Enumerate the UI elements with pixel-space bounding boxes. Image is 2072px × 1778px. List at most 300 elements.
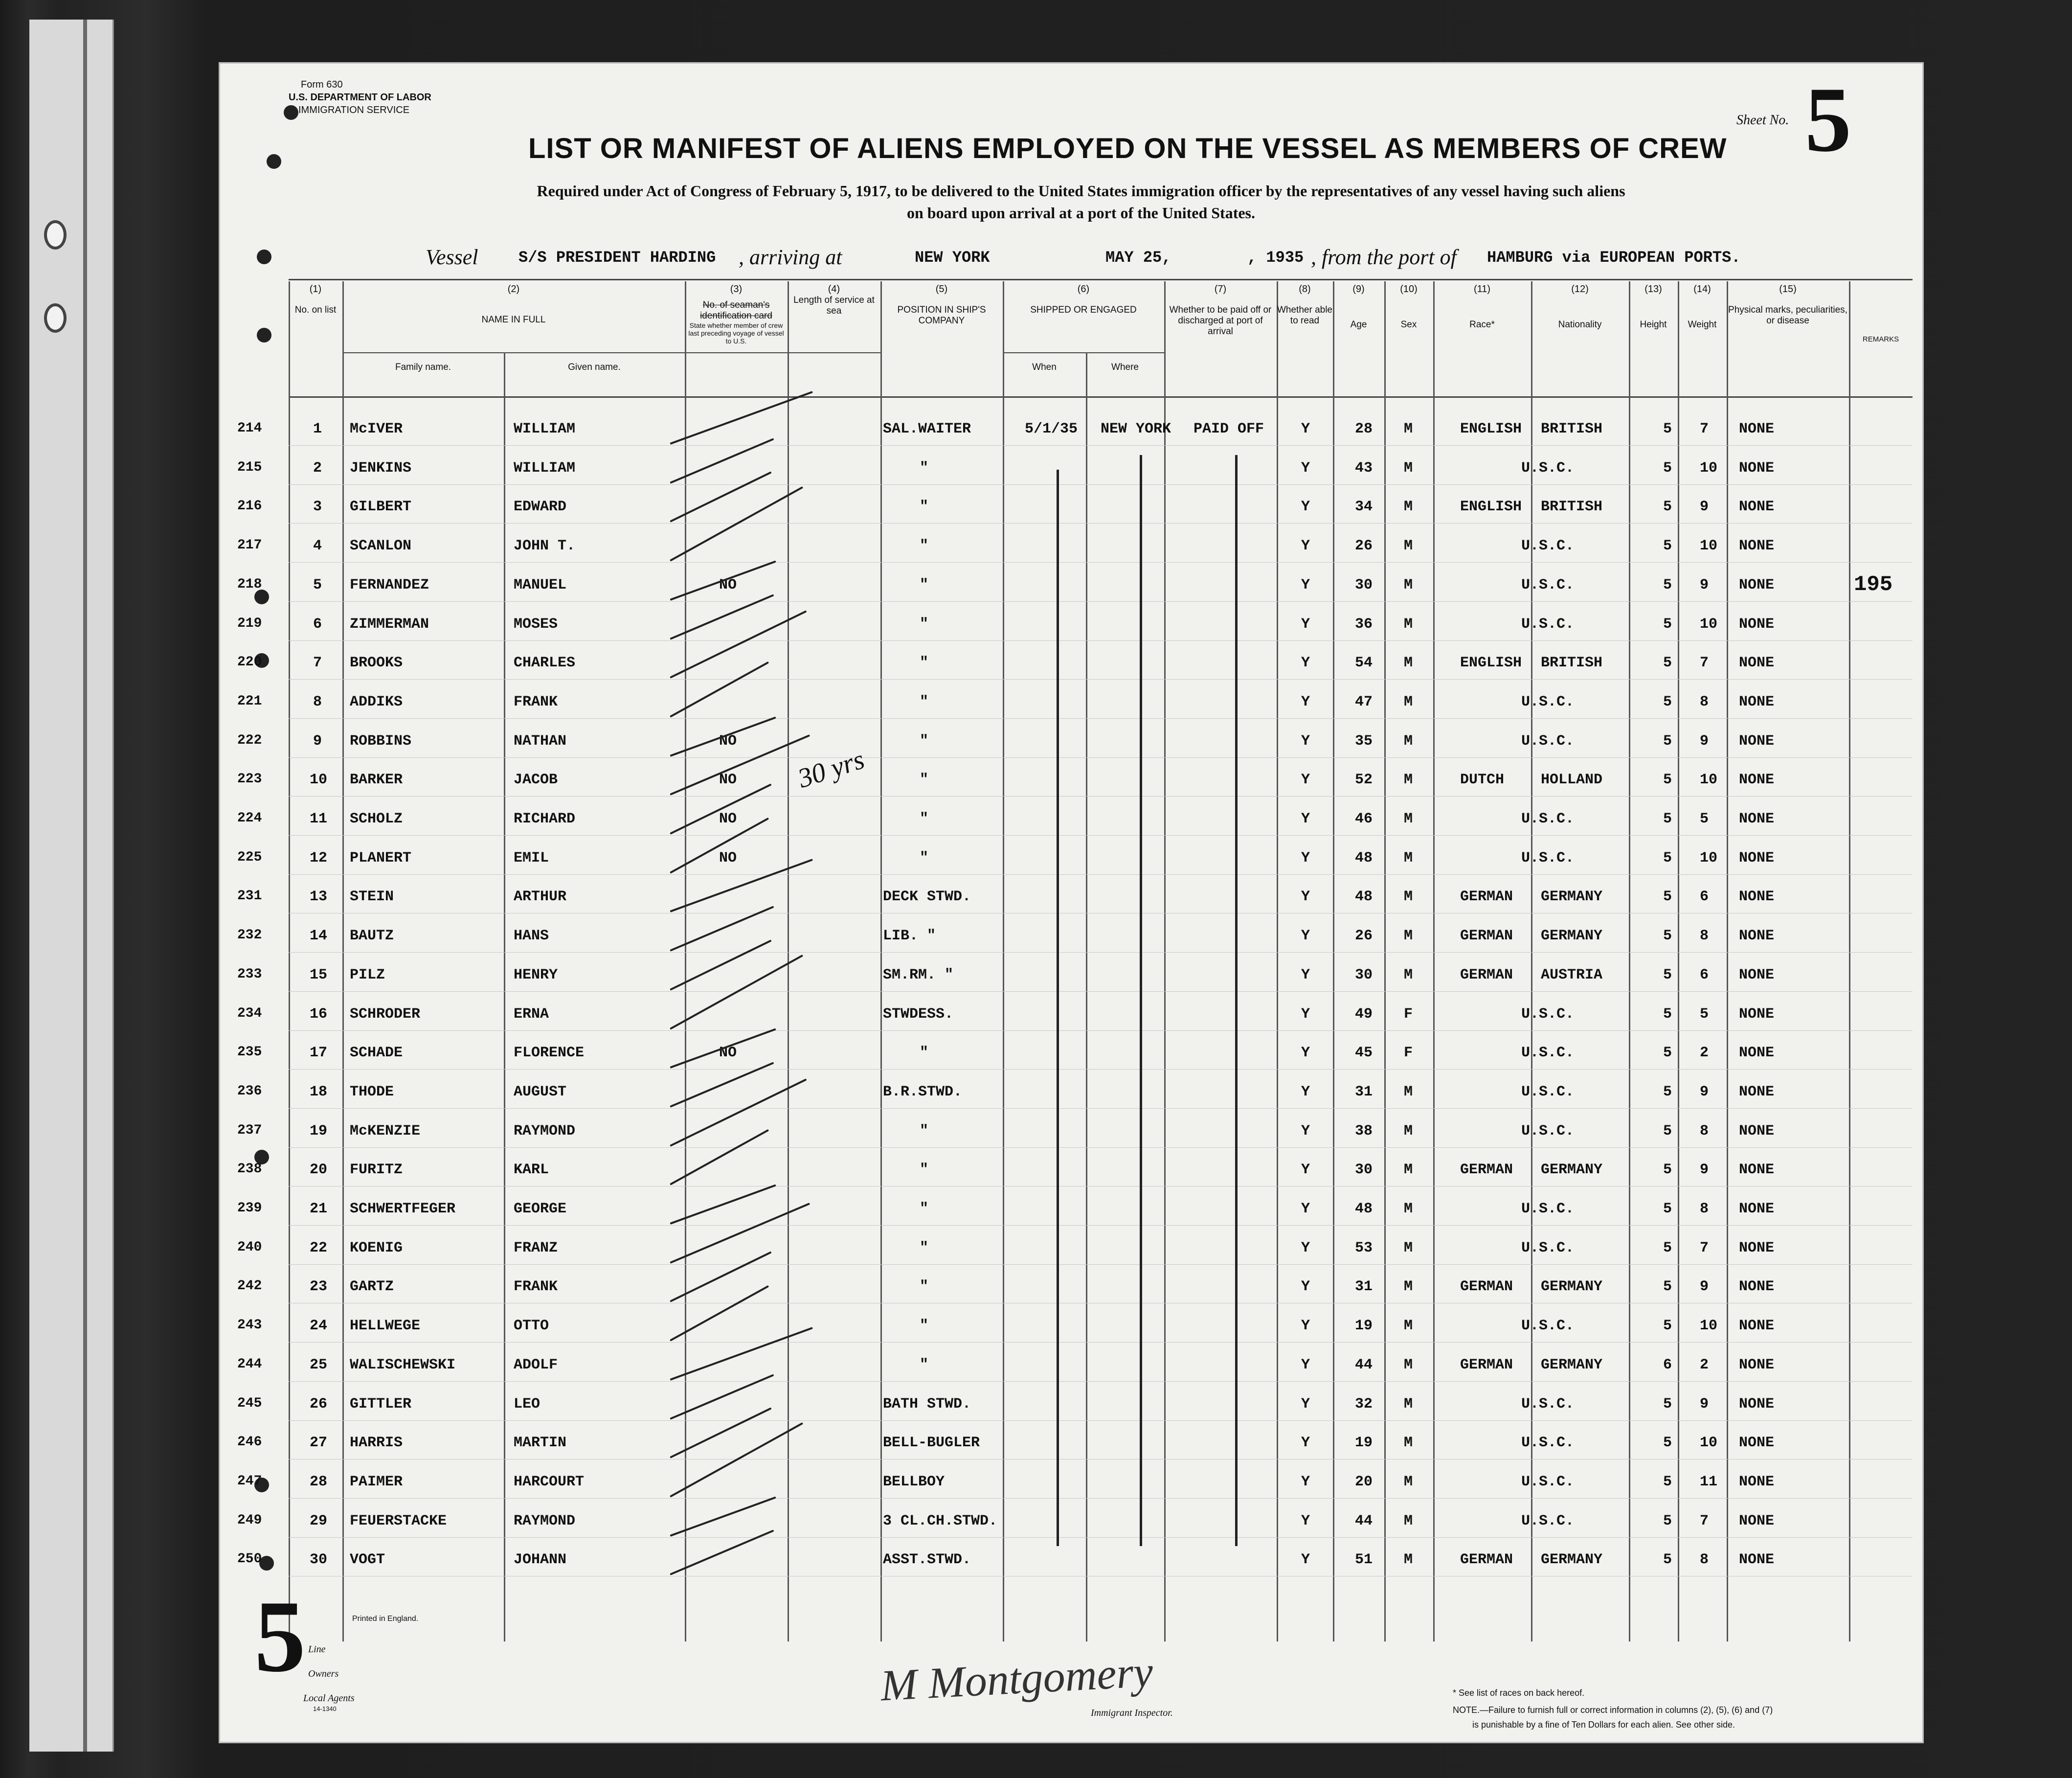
given-name: FRANK — [514, 693, 558, 710]
physical-marks: NONE — [1739, 1005, 1775, 1023]
col-header-15 — [1727, 284, 1849, 326]
height-feet: 5 — [1663, 538, 1672, 555]
height-feet: 5 — [1663, 576, 1672, 593]
weight: 7 — [1700, 1239, 1709, 1256]
nationality: U.S.C. — [1521, 576, 1575, 593]
age: 26 — [1355, 538, 1373, 555]
col-rule — [1678, 281, 1679, 1641]
col-title: NAME IN FULL — [481, 315, 546, 325]
list-number: 20 — [310, 1162, 328, 1179]
physical-marks: NONE — [1739, 1122, 1775, 1140]
punch-hole — [257, 250, 271, 264]
position: " — [920, 693, 929, 710]
family-name: ADDIKS — [350, 693, 403, 710]
physical-marks: NONE — [1739, 1473, 1775, 1490]
col-header-6 — [1003, 284, 1164, 316]
row-rule — [289, 1537, 1913, 1538]
height-feet: 5 — [1663, 421, 1672, 437]
weight: 7 — [1700, 655, 1709, 672]
arrival-year: , 1935 — [1247, 249, 1304, 267]
given-name: OTTO — [514, 1318, 549, 1335]
position: STWDESS. — [883, 1005, 954, 1023]
weight: 10 — [1700, 538, 1718, 555]
race-footnote: * See list of races on back hereof. — [1453, 1688, 1585, 1698]
position: " — [920, 1239, 929, 1256]
sex: M — [1404, 693, 1413, 710]
col-header-10 — [1384, 284, 1433, 330]
col-number: (3) — [730, 284, 743, 295]
nationality: U.S.C. — [1521, 1473, 1575, 1490]
col-rule — [1629, 281, 1630, 1641]
sex: M — [1404, 655, 1413, 672]
ref-number: 246 — [237, 1435, 262, 1450]
col-title: Physical marks, peculiarities, or disease — [1728, 305, 1847, 326]
able-to-read: Y — [1301, 849, 1310, 866]
physical-marks: NONE — [1739, 499, 1775, 516]
given-name: FLORENCE — [514, 1045, 585, 1062]
col-title: Race* — [1469, 319, 1495, 330]
col-rule — [1849, 281, 1850, 1641]
able-to-read: Y — [1301, 966, 1310, 983]
physical-marks: NONE — [1739, 1083, 1775, 1100]
sex: M — [1404, 1395, 1413, 1413]
able-to-read: Y — [1301, 615, 1310, 633]
height-feet: 6 — [1663, 1356, 1672, 1373]
arrival-date: MAY 25, — [1105, 249, 1171, 267]
weight: 10 — [1700, 1318, 1718, 1335]
pencil-check-mark — [670, 1422, 803, 1498]
height-feet: 5 — [1663, 655, 1672, 672]
sex: M — [1404, 1201, 1413, 1217]
form-number: Form 630 — [301, 79, 343, 90]
pencil-check-mark — [670, 486, 803, 562]
age: 46 — [1355, 811, 1373, 827]
col-rule — [1003, 281, 1004, 1641]
family-name-header: Family name. — [395, 362, 451, 372]
nationality: GERMANY — [1541, 1551, 1603, 1569]
ref-number: 249 — [237, 1512, 262, 1528]
family-name: JENKINS — [350, 459, 412, 477]
position: " — [920, 499, 929, 516]
vessel-name: S/S PRESIDENT HARDING — [518, 249, 716, 267]
sex: M — [1404, 1318, 1413, 1335]
row-rule — [289, 601, 1913, 602]
weight: 10 — [1700, 1435, 1718, 1452]
sex: M — [1404, 576, 1413, 593]
weight: 6 — [1700, 889, 1709, 906]
list-number: 21 — [310, 1201, 328, 1217]
inspector-label: Immigrant Inspector. — [1091, 1708, 1173, 1718]
ref-number: 235 — [237, 1045, 262, 1060]
given-name: MOSES — [514, 615, 558, 633]
height-feet: 5 — [1663, 1239, 1672, 1256]
ref-number: 216 — [237, 499, 262, 514]
physical-marks: NONE — [1739, 421, 1775, 437]
col-header-11 — [1433, 284, 1531, 330]
list-number: 19 — [310, 1122, 328, 1140]
able-to-read: Y — [1301, 1551, 1310, 1569]
weight: 10 — [1700, 459, 1718, 477]
ref-number: 223 — [237, 772, 262, 787]
shipped-when: 5/1/35 — [1025, 421, 1078, 437]
row-rule — [289, 1381, 1913, 1382]
form-id-block — [289, 78, 431, 116]
nationality: AUSTRIA — [1541, 966, 1603, 983]
able-to-read: Y — [1301, 928, 1310, 945]
height-feet: 5 — [1663, 1045, 1672, 1062]
remarks-header: REMARKS — [1862, 335, 1899, 343]
list-number: 3 — [313, 499, 322, 516]
col-number: (8) — [1299, 284, 1311, 295]
owners-label: Owners — [308, 1668, 339, 1679]
family-name: BARKER — [350, 772, 403, 789]
nationality: GERMANY — [1541, 889, 1603, 906]
family-name: BROOKS — [350, 655, 403, 672]
given-name: JOHANN — [514, 1551, 567, 1569]
ref-number: 233 — [237, 966, 262, 982]
height-feet: 5 — [1663, 693, 1672, 710]
nationality: U.S.C. — [1521, 732, 1575, 750]
ref-number: 250 — [237, 1551, 262, 1567]
able-to-read: Y — [1301, 1435, 1310, 1452]
given-name: HARCOURT — [514, 1473, 585, 1490]
position: " — [920, 459, 929, 477]
family-name: GITTLER — [350, 1395, 412, 1413]
list-number: 22 — [310, 1239, 328, 1256]
given-name: MANUEL — [514, 576, 567, 593]
sex: M — [1404, 499, 1413, 516]
weight: 10 — [1700, 615, 1718, 633]
weight: 8 — [1700, 693, 1709, 710]
sex: M — [1404, 1239, 1413, 1256]
able-to-read: Y — [1301, 1045, 1310, 1062]
col-title: Weight — [1688, 319, 1717, 330]
height-feet: 5 — [1663, 499, 1672, 516]
position: " — [920, 811, 929, 827]
given-name-header: Given name. — [568, 362, 621, 372]
able-to-read: Y — [1301, 693, 1310, 710]
sex: M — [1404, 1122, 1413, 1140]
col-header-8 — [1277, 284, 1333, 326]
physical-marks: NONE — [1739, 1239, 1775, 1256]
col-number: (9) — [1352, 284, 1365, 295]
row-rule — [289, 562, 1913, 563]
sex: M — [1404, 966, 1413, 983]
list-number: 12 — [310, 849, 328, 866]
list-number: 7 — [313, 655, 322, 672]
col-header-1 — [289, 284, 342, 316]
age: 51 — [1355, 1551, 1373, 1569]
physical-marks: NONE — [1739, 1551, 1775, 1569]
nationality: U.S.C. — [1521, 849, 1575, 866]
nationality: U.S.C. — [1521, 1512, 1575, 1529]
form-code: 14-1340 — [313, 1705, 337, 1712]
ref-number: 240 — [237, 1239, 262, 1255]
weight: 8 — [1700, 928, 1709, 945]
given-name: JOHN T. — [514, 538, 576, 555]
given-name: NATHAN — [514, 732, 567, 750]
pencil-check-mark — [670, 391, 813, 445]
pencil-check-mark — [670, 1203, 810, 1264]
height-feet: 5 — [1663, 811, 1672, 827]
height-feet: 5 — [1663, 1005, 1672, 1023]
weight: 8 — [1700, 1122, 1709, 1140]
page-title: LIST OR MANIFEST OF ALIENS EMPLOYED ON THE VESSEL AS MEMBERS OF CREW — [528, 133, 1727, 164]
race: ENGLISH — [1460, 499, 1522, 516]
given-name: EDWARD — [514, 499, 567, 516]
nationality: U.S.C. — [1521, 1005, 1575, 1023]
col-header-2 — [342, 284, 685, 325]
family-name: THODE — [350, 1083, 394, 1100]
handwritten-service-note: 30 yrs — [794, 744, 868, 794]
family-name: PILZ — [350, 966, 385, 983]
list-number: 28 — [310, 1473, 328, 1490]
row-rule — [289, 1030, 1913, 1031]
age: 30 — [1355, 966, 1373, 983]
physical-marks: NONE — [1739, 1162, 1775, 1179]
height-feet: 5 — [1663, 1278, 1672, 1296]
table-top-rule — [289, 279, 1913, 280]
ditto-line-when — [1057, 470, 1059, 1546]
id-card: NO — [719, 732, 737, 750]
race: DUTCH — [1460, 772, 1505, 789]
family-name: SCHWERTFEGER — [350, 1201, 456, 1217]
nationality: GERMANY — [1541, 1278, 1603, 1296]
weight: 2 — [1700, 1356, 1709, 1373]
age: 45 — [1355, 1045, 1373, 1062]
weight: 7 — [1700, 1512, 1709, 1529]
col-title: Whether able to read — [1277, 305, 1332, 326]
position: " — [920, 772, 929, 789]
weight: 8 — [1700, 1551, 1709, 1569]
col-rule — [504, 352, 505, 1641]
sex: F — [1404, 1045, 1413, 1062]
col-title: POSITION IN SHIP'S COMPANY — [897, 305, 986, 326]
row-rule — [289, 1069, 1913, 1070]
col-header-12 — [1531, 284, 1629, 330]
age: 44 — [1355, 1356, 1373, 1373]
ref-number: 239 — [237, 1201, 262, 1216]
binder-hole — [44, 220, 67, 250]
table-header-rule — [289, 396, 1913, 398]
pencil-check-mark — [670, 1078, 807, 1146]
row-rule — [289, 757, 1913, 758]
weight: 9 — [1700, 576, 1709, 593]
family-name: PLANERT — [350, 849, 412, 866]
list-number: 17 — [310, 1045, 328, 1062]
family-name: McKENZIE — [350, 1122, 421, 1140]
list-number: 1 — [313, 421, 322, 437]
physical-marks: NONE — [1739, 732, 1775, 750]
family-name: VOGT — [350, 1551, 385, 1569]
id-card: NO — [719, 849, 737, 866]
given-name: RAYMOND — [514, 1512, 576, 1529]
height-feet: 5 — [1663, 1083, 1672, 1100]
ref-number: 215 — [237, 459, 262, 475]
manifest-sheet — [220, 64, 1922, 1742]
position: SM.RM. " — [883, 966, 954, 983]
position: " — [920, 538, 929, 555]
binder-strip — [29, 20, 114, 1752]
height-feet: 5 — [1663, 1512, 1672, 1529]
col-rule — [1384, 281, 1386, 1641]
physical-marks: NONE — [1739, 889, 1775, 906]
position: " — [920, 576, 929, 593]
nationality: U.S.C. — [1521, 693, 1575, 710]
age: 52 — [1355, 772, 1373, 789]
list-number: 15 — [310, 966, 328, 983]
shipped-where: NEW YORK — [1101, 421, 1171, 437]
family-name: HELLWEGE — [350, 1318, 421, 1335]
ref-number: 217 — [237, 538, 262, 553]
punch-hole — [257, 328, 271, 342]
list-number: 6 — [313, 615, 322, 633]
height-feet: 5 — [1663, 1122, 1672, 1140]
position: BELLBOY — [883, 1473, 945, 1490]
family-name: BAUTZ — [350, 928, 394, 945]
height-feet: 5 — [1663, 459, 1672, 477]
inspector-signature: M Montgomery — [879, 1647, 1154, 1710]
height-feet: 5 — [1663, 1162, 1672, 1179]
weight: 2 — [1700, 1045, 1709, 1062]
age: 20 — [1355, 1473, 1373, 1490]
ditto-line-paid — [1235, 455, 1238, 1546]
able-to-read: Y — [1301, 459, 1310, 477]
family-name: SCHRODER — [350, 1005, 421, 1023]
list-number: 5 — [313, 576, 322, 593]
nationality: GERMANY — [1541, 1356, 1603, 1373]
age: 35 — [1355, 732, 1373, 750]
col-number: (7) — [1214, 284, 1227, 295]
family-name: FERNANDEZ — [350, 576, 429, 593]
col-title: No. on list — [294, 305, 337, 315]
able-to-read: Y — [1301, 1356, 1310, 1373]
sex: M — [1404, 538, 1413, 555]
col-number: (6) — [1077, 284, 1090, 295]
position: LIB. " — [883, 928, 936, 945]
col-rule — [880, 281, 882, 1641]
pencil-check-mark — [670, 1327, 813, 1381]
col-header-5 — [880, 284, 1003, 326]
list-number: 29 — [310, 1512, 328, 1529]
physical-marks: NONE — [1739, 1435, 1775, 1452]
physical-marks: NONE — [1739, 693, 1775, 710]
physical-marks: NONE — [1739, 1045, 1775, 1062]
position: " — [920, 1045, 929, 1062]
sex: M — [1404, 1356, 1413, 1373]
col-title: Length of service at sea — [793, 295, 875, 316]
row-rule — [289, 952, 1913, 953]
age: 44 — [1355, 1512, 1373, 1529]
row-rule — [289, 835, 1913, 836]
height-feet: 5 — [1663, 732, 1672, 750]
punch-hole — [267, 154, 281, 169]
sex: M — [1404, 928, 1413, 945]
nationality: U.S.C. — [1521, 1395, 1575, 1413]
ref-number: 220 — [237, 655, 262, 670]
nationality: U.S.C. — [1521, 1083, 1575, 1100]
age: 28 — [1355, 421, 1373, 437]
where-header: Where — [1111, 362, 1139, 372]
weight: 9 — [1700, 499, 1709, 516]
physical-marks: NONE — [1739, 576, 1775, 593]
position: " — [920, 732, 929, 750]
name-subheader-rule — [342, 352, 880, 353]
physical-marks: NONE — [1739, 1278, 1775, 1296]
nationality: BRITISH — [1541, 499, 1603, 516]
fine-note-2: is punishable by a fine of Ten Dollars for each alien. See other side. — [1472, 1720, 1735, 1730]
given-name: HANS — [514, 928, 549, 945]
family-name: PAIMER — [350, 1473, 403, 1490]
age: 54 — [1355, 655, 1373, 672]
race: ENGLISH — [1460, 655, 1522, 672]
race: GERMAN — [1460, 1162, 1513, 1179]
row-rule — [289, 1264, 1913, 1265]
height-feet: 5 — [1663, 615, 1672, 633]
col-title: Age — [1350, 319, 1367, 330]
remark-number: 195 — [1854, 572, 1893, 597]
age: 34 — [1355, 499, 1373, 516]
family-name: FURITZ — [350, 1162, 403, 1179]
sex: F — [1404, 1005, 1413, 1023]
ref-number: 234 — [237, 1005, 262, 1021]
weight: 10 — [1700, 849, 1718, 866]
family-name: GARTZ — [350, 1278, 394, 1296]
position: " — [920, 1356, 929, 1373]
list-number: 25 — [310, 1356, 328, 1373]
given-name: ARTHUR — [514, 889, 567, 906]
col-title: Whether to be paid off or discharged at port of arrival — [1169, 305, 1272, 337]
row-rule — [289, 445, 1913, 446]
footer-sheet-number: 5 — [254, 1580, 306, 1693]
physical-marks: NONE — [1739, 966, 1775, 983]
physical-marks: NONE — [1739, 655, 1775, 672]
able-to-read: Y — [1301, 1005, 1310, 1023]
ref-number: 244 — [237, 1356, 262, 1372]
able-to-read: Y — [1301, 1122, 1310, 1140]
position: DECK STWD. — [883, 889, 971, 906]
able-to-read: Y — [1301, 499, 1310, 516]
height-feet: 5 — [1663, 1551, 1672, 1569]
binder-hole — [44, 303, 67, 333]
row-rule — [289, 1225, 1913, 1226]
ditto-line-where — [1140, 455, 1142, 1546]
age: 32 — [1355, 1395, 1373, 1413]
sex: M — [1404, 1083, 1413, 1100]
physical-marks: NONE — [1739, 538, 1775, 555]
family-name: STEIN — [350, 889, 394, 906]
col-rule — [1433, 281, 1435, 1641]
given-name: MARTIN — [514, 1435, 567, 1452]
sex: M — [1404, 421, 1413, 437]
list-number: 8 — [313, 693, 322, 710]
race: GERMAN — [1460, 928, 1513, 945]
physical-marks: NONE — [1739, 459, 1775, 477]
weight: 9 — [1700, 1278, 1709, 1296]
age: 53 — [1355, 1239, 1373, 1256]
row-rule — [289, 796, 1913, 797]
col-rule — [1277, 281, 1278, 1641]
list-number: 23 — [310, 1278, 328, 1296]
weight: 9 — [1700, 1395, 1709, 1413]
family-name: GILBERT — [350, 499, 412, 516]
physical-marks: NONE — [1739, 772, 1775, 789]
list-number: 9 — [313, 732, 322, 750]
row-rule — [289, 1147, 1913, 1148]
given-name: CHARLES — [514, 655, 576, 672]
col-title: Sex — [1400, 319, 1417, 330]
family-name: ZIMMERMAN — [350, 615, 429, 633]
